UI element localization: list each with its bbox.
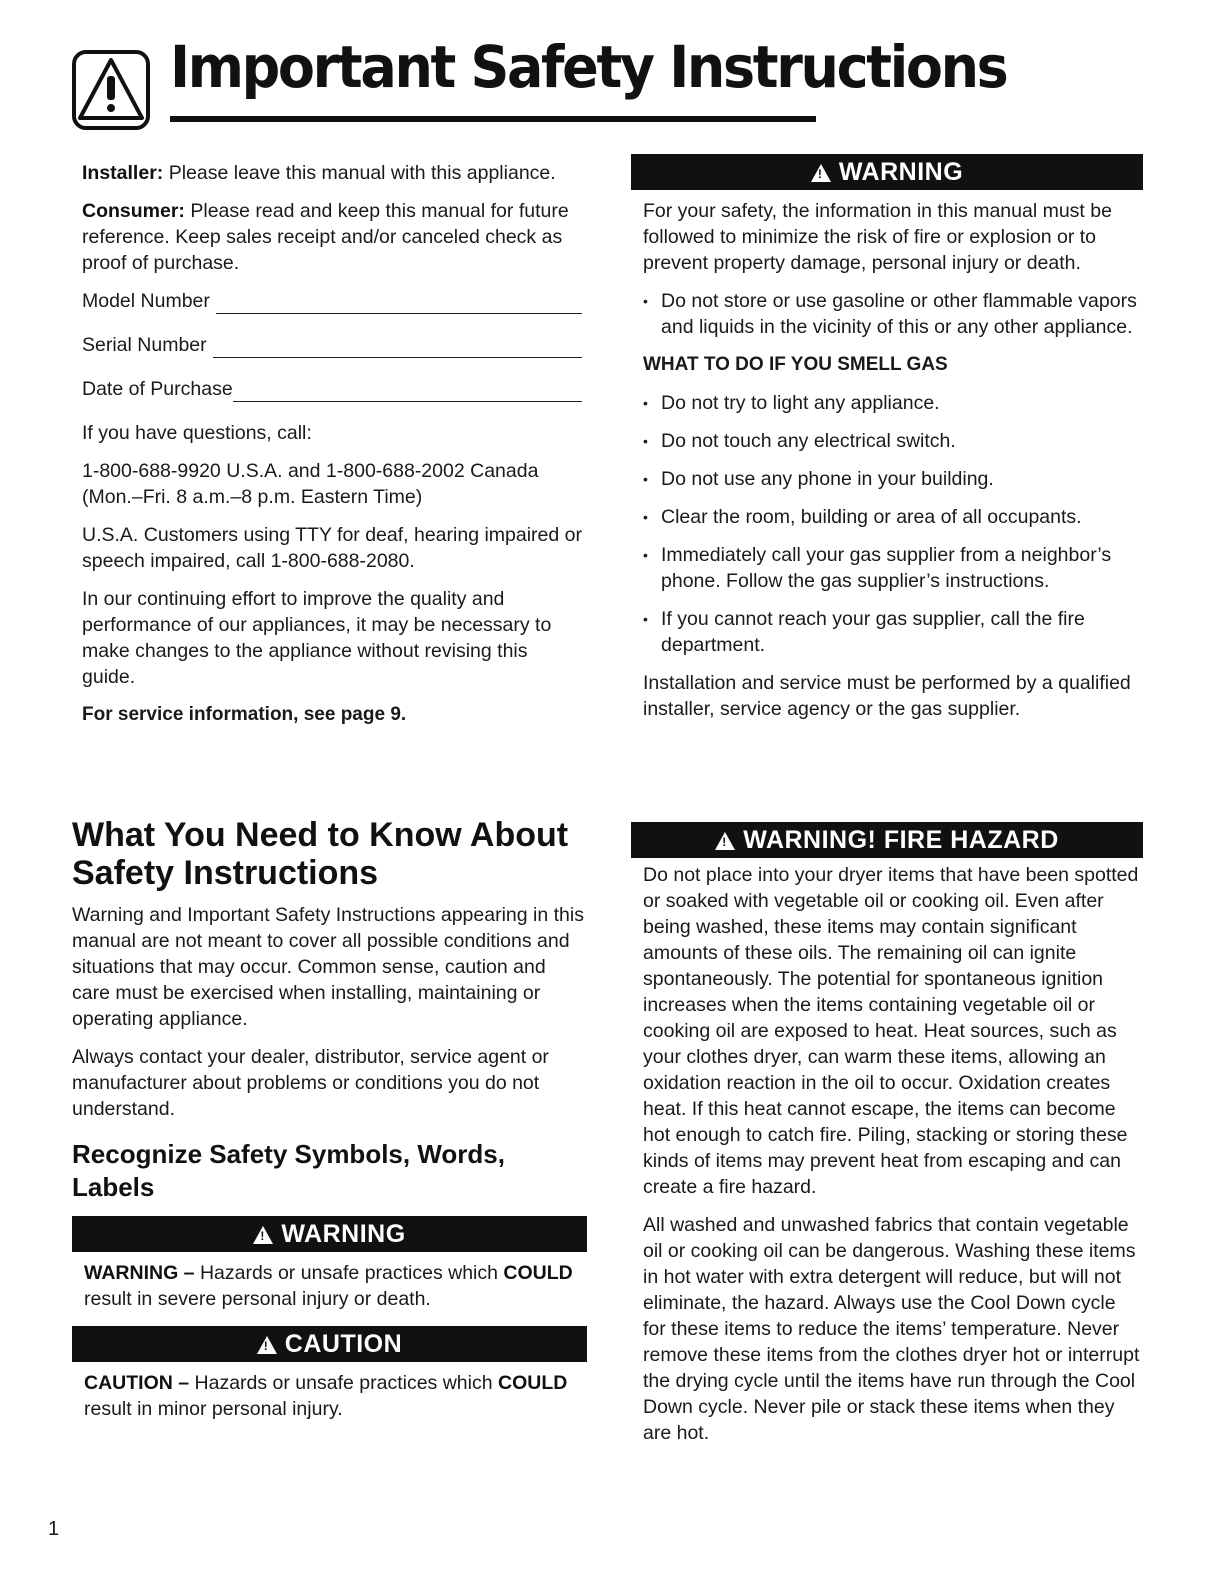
list-item: • Do not try to light any appliance. bbox=[643, 390, 1143, 416]
smell-gas-list bbox=[631, 390, 1143, 658]
list-item: • If you cannot reach your gas supplier, call the fire department. bbox=[643, 606, 1143, 658]
installer-label: Installer: bbox=[82, 162, 164, 184]
consumer-label: Consumer: bbox=[82, 200, 185, 222]
fire-hazard-banner: !WARNING! FIRE HAZARD bbox=[631, 822, 1143, 858]
questions-text: If you have questions, call: bbox=[82, 422, 312, 444]
installation-note: Installation and service must be performed by a qualified installer, service agency or the gas supplier. bbox=[643, 672, 1131, 720]
fire-hazard-section bbox=[631, 822, 1143, 1458]
serial-number-row bbox=[82, 332, 582, 358]
consumer-note bbox=[82, 198, 582, 276]
warning-triangle-icon bbox=[715, 832, 735, 850]
improve-text: In our continuing effort to improve the quality and performance of our appliances, it may be necessary to make changes to the appliance without revising this guide. bbox=[82, 588, 552, 688]
list-item: • Clear the room, building or area of all occupants. bbox=[643, 504, 1143, 530]
purchase-date-label: Date of Purchase bbox=[82, 378, 233, 400]
warning-triangle-icon bbox=[811, 164, 831, 182]
model-number-field[interactable] bbox=[216, 293, 582, 314]
what-you-need-section bbox=[72, 816, 587, 1436]
page-title: Important Safety Instructions bbox=[170, 33, 1007, 101]
section-paragraph-2: Always contact your dealer, distributor, service agent or manufacturer about problems or conditions you do not understand. bbox=[72, 1046, 549, 1120]
smell-gas-heading: WHAT TO DO IF YOU SMELL GAS bbox=[643, 354, 948, 375]
warning-banner: !WARNING bbox=[72, 1216, 587, 1252]
purchase-date-field[interactable] bbox=[233, 381, 582, 402]
purchase-date-row bbox=[82, 376, 582, 402]
consumer-text: Please read and keep this manual for future reference. Keep sales receipt and/or canceled check as proof of purchase. bbox=[82, 200, 569, 274]
serial-number-field[interactable] bbox=[213, 337, 582, 358]
list-item: • Do not store or use gasoline or other flammable vapors and liquids in the vicinity of this or any other appliance. bbox=[643, 288, 1143, 340]
caution-definition: CAUTION – Hazards or unsafe practices which COULD result in minor personal injury. bbox=[84, 1372, 568, 1420]
list-item: • Immediately call your gas supplier from a neighbor’s phone. Follow the gas supplier’s instructions. bbox=[643, 542, 1143, 594]
phone-text: 1-800-688-9920 U.S.A. and 1-800-688-2002 Canada (Mon.–Fri. 8 a.m.–8 p.m. Eastern Time) bbox=[82, 460, 539, 508]
caution-banner: !CAUTION bbox=[72, 1326, 587, 1362]
model-number-label: Model Number bbox=[82, 290, 210, 312]
section-paragraph-1: Warning and Important Safety Instructions appearing in this manual are not meant to cover all possible conditions and situations that may occur. Common sense, caution and care must be exercised when installing, maintaining or operating appliance. bbox=[72, 904, 584, 1030]
page-number: 1 bbox=[48, 1518, 60, 1540]
section-heading: What You Need to Know About Safety Instructions bbox=[72, 816, 569, 892]
gas-warning-section bbox=[631, 154, 1143, 734]
caution-triangle-icon bbox=[257, 1336, 277, 1354]
fire-paragraph-1: Do not place into your dryer items that have been spotted or soaked with vegetable oil or cooking oil. Even after being washed, these items may contain significant amounts of these oils. The remaining oil can ignite spontaneously. The potential for spontaneous ignition increases when the items containing vegetable oil or cooking oil are exposed to heat. Heat sources, such as your clothes dryer, can warm these items, allowing an oxidation reaction in the oil to occur. Oxidation creates heat. If this heat cannot escape, the items can become hot enough to catch fire. Piling, stacking or storing these kinds of items may prevent heat from escaping and can create a fire hazard. bbox=[643, 864, 1139, 1198]
list-item: • Do not use any phone in your building. bbox=[643, 466, 1143, 492]
model-number-row bbox=[82, 288, 582, 314]
serial-number-label: Serial Number bbox=[82, 334, 207, 356]
tty-text: U.S.A. Customers using TTY for deaf, hearing impaired or speech impaired, call 1-800-688-2080. bbox=[82, 524, 583, 572]
symbols-subheading: Recognize Safety Symbols, Words, Labels bbox=[72, 1139, 505, 1202]
warning-banner: !WARNING bbox=[631, 154, 1143, 190]
fire-paragraph-2: All washed and unwashed fabrics that contain vegetable oil or cooking oil can be dangerous. Washing these items in hot water with extra detergent will reduce, but will not eliminate, the hazard. Always use the Cool Down cycle for these items to reduce the items’ temperature. Never remove these items from the clothes dryer hot or interrupt the drying cycle until the items have run through the Cool Down cycle. Never pile or stack these items when they are hot. bbox=[643, 1214, 1140, 1444]
installer-text: Please leave this manual with this appliance. bbox=[168, 162, 556, 184]
title-underline bbox=[170, 116, 816, 122]
service-info: For service information, see page 9. bbox=[82, 704, 407, 725]
list-item: • Do not touch any electrical switch. bbox=[643, 428, 1143, 454]
warning-definition: WARNING – Hazards or unsafe practices which COULD result in severe personal injury or death. bbox=[84, 1262, 573, 1310]
left-column bbox=[82, 160, 582, 740]
installer-note bbox=[82, 160, 582, 186]
warning-triangle-icon bbox=[72, 50, 150, 130]
warning-intro: For your safety, the information in this manual must be followed to minimize the risk of fire or explosion or to prevent property damage, personal injury or death. bbox=[643, 200, 1112, 274]
store-list bbox=[631, 288, 1143, 340]
warning-triangle-icon bbox=[253, 1226, 273, 1244]
